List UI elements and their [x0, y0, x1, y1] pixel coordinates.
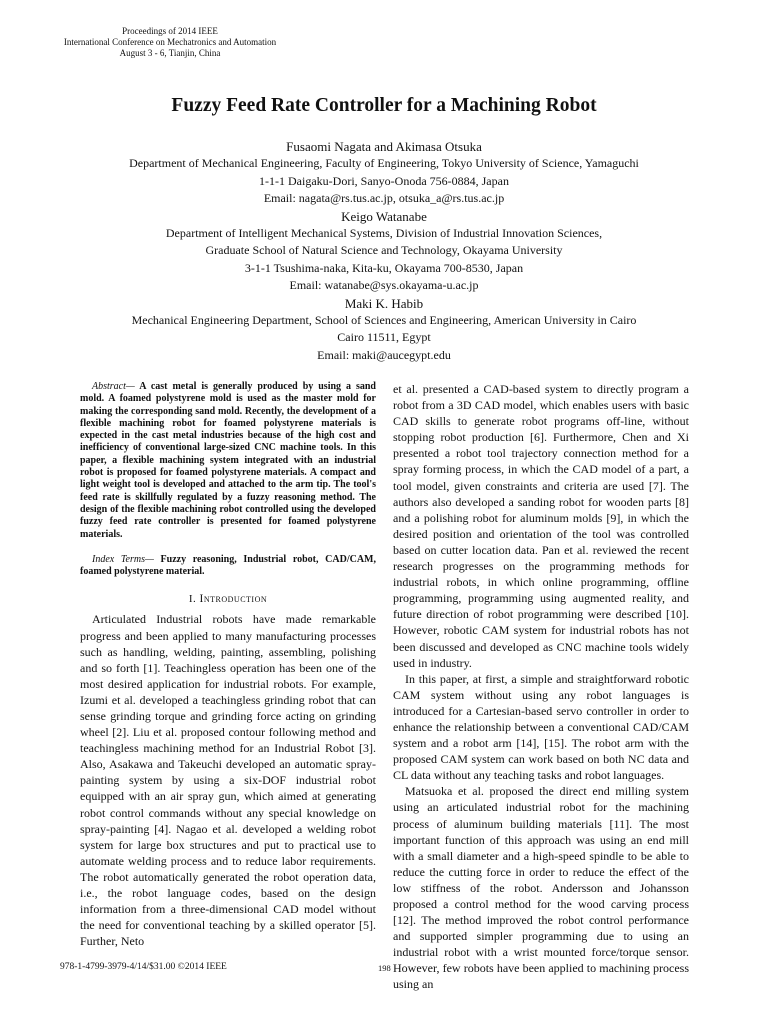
paragraph: et al. presented a CAD-based system to directly program a robot from a 3D CAD model, which enables users with basic CAD skills to generate robot programs off-line, without stopping robot production [6]. Furthermore, Chen and Xi presented a robot tool trajectory connection method for a spray forming process, in which the CAD model of a part, a tool model, given constraints and criteria are used [7]. The authors also developed a sanding robot for wooden parts [8] and a polishing robot for aluminum molds [9], in which the desired position and orientation of the tool was controlled based on cutter location data. Pan et al. reviewed the recent research progresses on the programming methods for industrial robots, in which online programming, offline programming, programming using augmented reality, and future direction of robot programming were described [10]. However, robotic CAM system for industrial robots has not been discussed and developed as CNC machine tools widely used in industry.: [393, 382, 689, 670]
right-column: [393, 381, 689, 993]
author-address: 1-1-1 Daigaku-Dori, Sanyo-Onoda 756-0884, Japan: [259, 173, 509, 188]
paragraph: In this paper, at first, a simple and straightforward robotic CAM system without using any robot languages is introduced for a Cartesian-based servo controller in order to enhance the relationship between a conventional CAD/CAM system and a robot arm [14], [15]. The robot arm with the proposed CAM system can work based on both NC data and CL data without any teaching tasks and robot languages.: [393, 671, 689, 783]
proceedings-line: August 3 - 6, Tianjin, China: [119, 48, 221, 58]
author-block: [0, 138, 768, 364]
copyright-notice: 978-1-4799-3979-4/14/$31.00 ©2014 IEEE: [60, 962, 227, 972]
abstract-text: A cast metal is generally produced by using a sand mold. A foamed polystyrene mold is used as the master mold for making the corresponding sand mold. Recently, the development of a flexible machining robot for foamed polystyrene materials is expected in the cast metal industries because of the high cost and inefficiency of conventional large-sized CNC machine tools. In this paper, a flexible machining system integrated with an industrial robot is proposed for foamed polystyrene materials. A compact and light weight tool is developed and attached to the arm tip. The tool's feed rate is skillfully regulated by a fuzzy reasoning method. The design of the flexible machining robot controlled using the developed fuzzy feed rate controller is presented for foamed polystyrene materials.: [80, 381, 376, 540]
proceedings-header: [40, 26, 300, 59]
author-email: Email: watanabe@sys.okayama-u.ac.jp: [289, 278, 479, 293]
index-terms-label: Index Terms—: [92, 553, 154, 565]
abstract-label: Abstract—: [92, 381, 135, 392]
author-names: Keigo Watanabe: [341, 208, 427, 224]
author-names: Maki K. Habib: [344, 295, 424, 311]
paper-title: Fuzzy Feed Rate Controller for a Machining Robot: [171, 95, 597, 116]
author-address: 3-1-1 Tsushima-naka, Kita-ku, Okayama 700-8530, Japan: [244, 260, 524, 275]
author-email: Email: nagata@rs.tus.ac.jp, otsuka_a@rs.tus.ac.jp: [263, 191, 505, 206]
left-column: [80, 381, 376, 949]
index-terms: [80, 554, 376, 579]
author-names: Fusaomi Nagata and Akimasa Otsuka: [286, 139, 482, 154]
paragraph: Matsuoka et al. proposed the direct end milling system using an articulated industrial robot for the machining process of aluminum building materials [11]. The most important function of this approach was using an end mill with a small diameter and a high-speed spindle to be able to reduce the cutting force in order to reduce the effect of the low stiffness of the robot. Andersson and Johansson proposed a control method for the wood carving process [12]. The method improved the robot control performance and supported simpler programming due to using an industrial robot with a wrist mounted force/torque sensor. However, few robots have been applied to machining process using an: [393, 784, 689, 992]
author-affiliation: Mechanical Engineering Department, School of Sciences and Engineering, American University in Cairo: [131, 313, 637, 328]
paragraph: Articulated Industrial robots have made remarkable progress and been applied to many manufacturing processes such as handling, welding, painting, assembling, polishing and so forth [1]. Teachingless operation has been one of the most desired application for industrial robots. For example, Izumi et al. developed a teachingless grinding robot that can sense grinding torque and grinding force acting on grinding wheel [2]. Liu et al. proposed contour following method and teachingless machining method for an Industrial Robot [3]. Also, Asakawa and Takeuchi developed an automatic spray-painting system by using a six-DOF industrial robot equipped with an air spray gun, which aimed at generating robot control commands without any special knowledge on spray-painting [4]. Nagao et al. developed a welding robot system for large box structures and put to practical use to automate welding process and to reduce labor requirements. The robot automatically generated the robot operation data, i.e., the robot language codes, based on the design information from a three-dimensional CAD model without the need for conventional teaching by a skilled operator [5]. Further, Neto: [80, 612, 376, 949]
page-number: 198: [378, 963, 391, 973]
proceedings-line: Proceedings of 2014 IEEE: [122, 26, 218, 36]
author-email: Email: maki@aucegypt.edu: [317, 347, 451, 362]
section-title: Introduction: [199, 593, 268, 606]
author-address: Cairo 11511, Egypt: [337, 330, 431, 345]
author-affiliation: Graduate School of Natural Science and Technology, Okayama University: [205, 243, 563, 258]
author-affiliation: Department of Intelligent Mechanical Systems, Division of Industrial Innovation Sciences,: [165, 226, 603, 241]
proceedings-line: International Conference on Mechatronics and Automation: [63, 37, 277, 47]
author-affiliation: Department of Mechanical Engineering, Faculty of Engineering, Tokyo University of Science, Yamaguchi: [129, 156, 639, 171]
abstract: [80, 381, 376, 541]
section-heading: [80, 591, 376, 607]
section-number: I.: [188, 593, 200, 606]
index-terms-text: Fuzzy reasoning, Industrial robot, CAD/CAM, foamed polystyrene material.: [80, 553, 376, 578]
